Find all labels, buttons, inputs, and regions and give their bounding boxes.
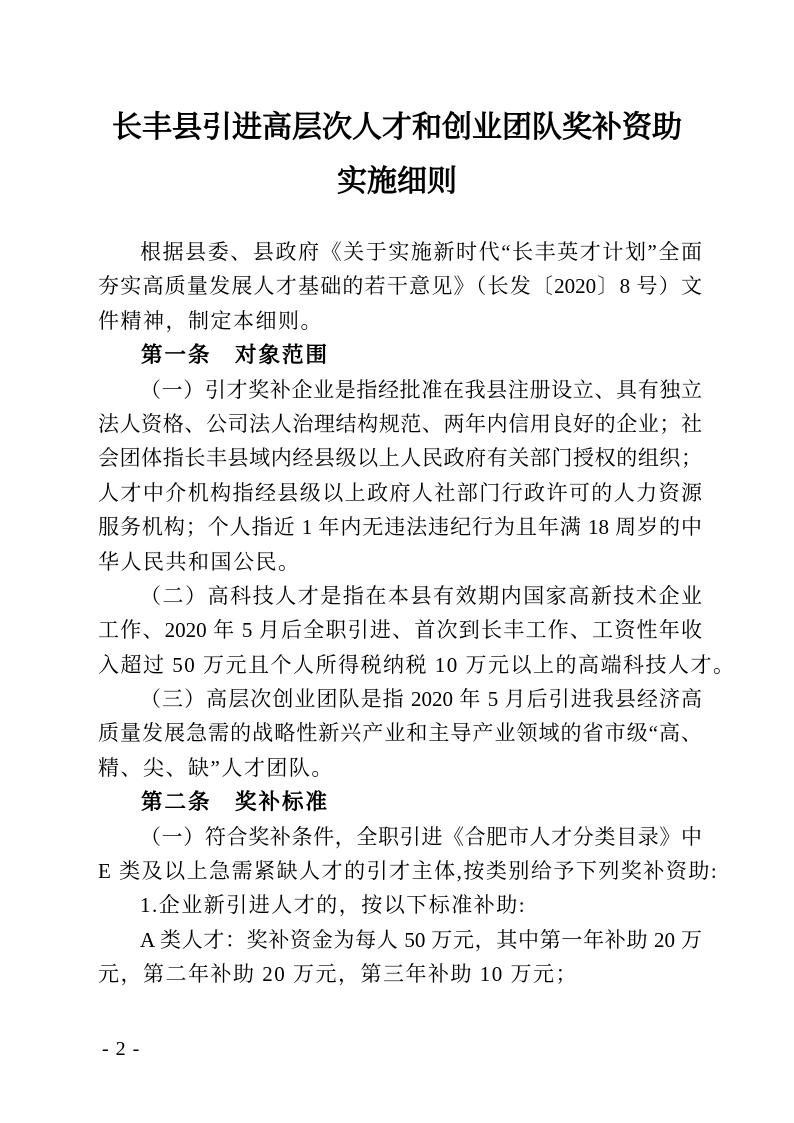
text-line: 第一条 对象范围 — [141, 343, 330, 368]
text-line: 精、尖、缺”人才团队。 — [98, 755, 334, 780]
text-line: （一）符合奖补条件，全职引进《合肥市人才分类目录》中 — [140, 824, 702, 849]
paragraph — [98, 923, 702, 992]
paragraph — [98, 373, 702, 579]
document-title — [94, 101, 700, 209]
text-line: 会团体指长丰县域内经县级以上人民政府有关部门授权的组织； — [98, 446, 702, 471]
text-line: 1.企业新引进人才的，按以下标准补助: — [140, 893, 527, 918]
text-line: 元，第二年补助 20 万元，第三年补助 10 万元； — [98, 962, 578, 987]
text-line: （三）高层次创业团队是指 2020 年 5 月后引进我县经济高 — [140, 687, 702, 712]
paragraph — [98, 888, 702, 922]
text-line: （一）引才奖补企业是指经批准在我县注册设立、具有独立 — [140, 377, 702, 402]
text-line: 根据县委、县政府《关于实施新时代“长丰英才计划”全面 — [140, 240, 702, 264]
text-line: （二）高科技人才是指在本县有效期内国家高新技术企业 — [140, 583, 702, 608]
paragraph — [98, 579, 736, 682]
text-line: 第二条 奖补标准 — [141, 790, 330, 815]
text-line: 质量发展急需的战略性新兴产业和主导产业领域的省市级“高、 — [98, 721, 702, 746]
text-line: A 类人才：奖补资金为每人 50 万元，其中第一年补助 20 万 — [140, 927, 702, 952]
section-heading — [98, 785, 702, 819]
document-body — [98, 235, 736, 992]
paragraph — [98, 235, 702, 338]
title-line-2: 实施细则 — [337, 165, 457, 198]
text-line: 夯实高质量发展人才基础的若干意见》（长发〔2020〕8 号）文 — [98, 274, 702, 299]
text-line: 工作、2020 年 5 月后全职引进、首次到长丰工作、工资性年收 — [98, 618, 702, 643]
text-line: 华人民共和国公民。 — [98, 549, 301, 574]
text-line: 入超过 50 万元且个人所得税纳税 10 万元以上的高端科技人才。 — [98, 652, 736, 677]
text-line: 件精神，制定本细则。 — [98, 308, 323, 333]
text-line: 法人资格、公司法人治理结构规范、两年内信用良好的企业；社 — [98, 411, 702, 436]
section-heading — [98, 338, 702, 372]
text-line: 人才中介机构指经县级以上政府人社部门行政许可的人力资源 — [98, 480, 702, 505]
text-line: 服务机构；个人指近 1 年内无违法违纪行为且年满 18 周岁的中 — [98, 515, 702, 540]
paragraph — [98, 682, 702, 785]
title-line-1: 长丰县引进高层次人才和创业团队奖补资助 — [112, 111, 682, 144]
text-line: E 类及以上急需紧缺人才的引才主体,按类别给予下列奖补资助: — [98, 859, 719, 884]
paragraph — [98, 820, 719, 889]
page-number: - 2 - — [102, 1038, 141, 1060]
